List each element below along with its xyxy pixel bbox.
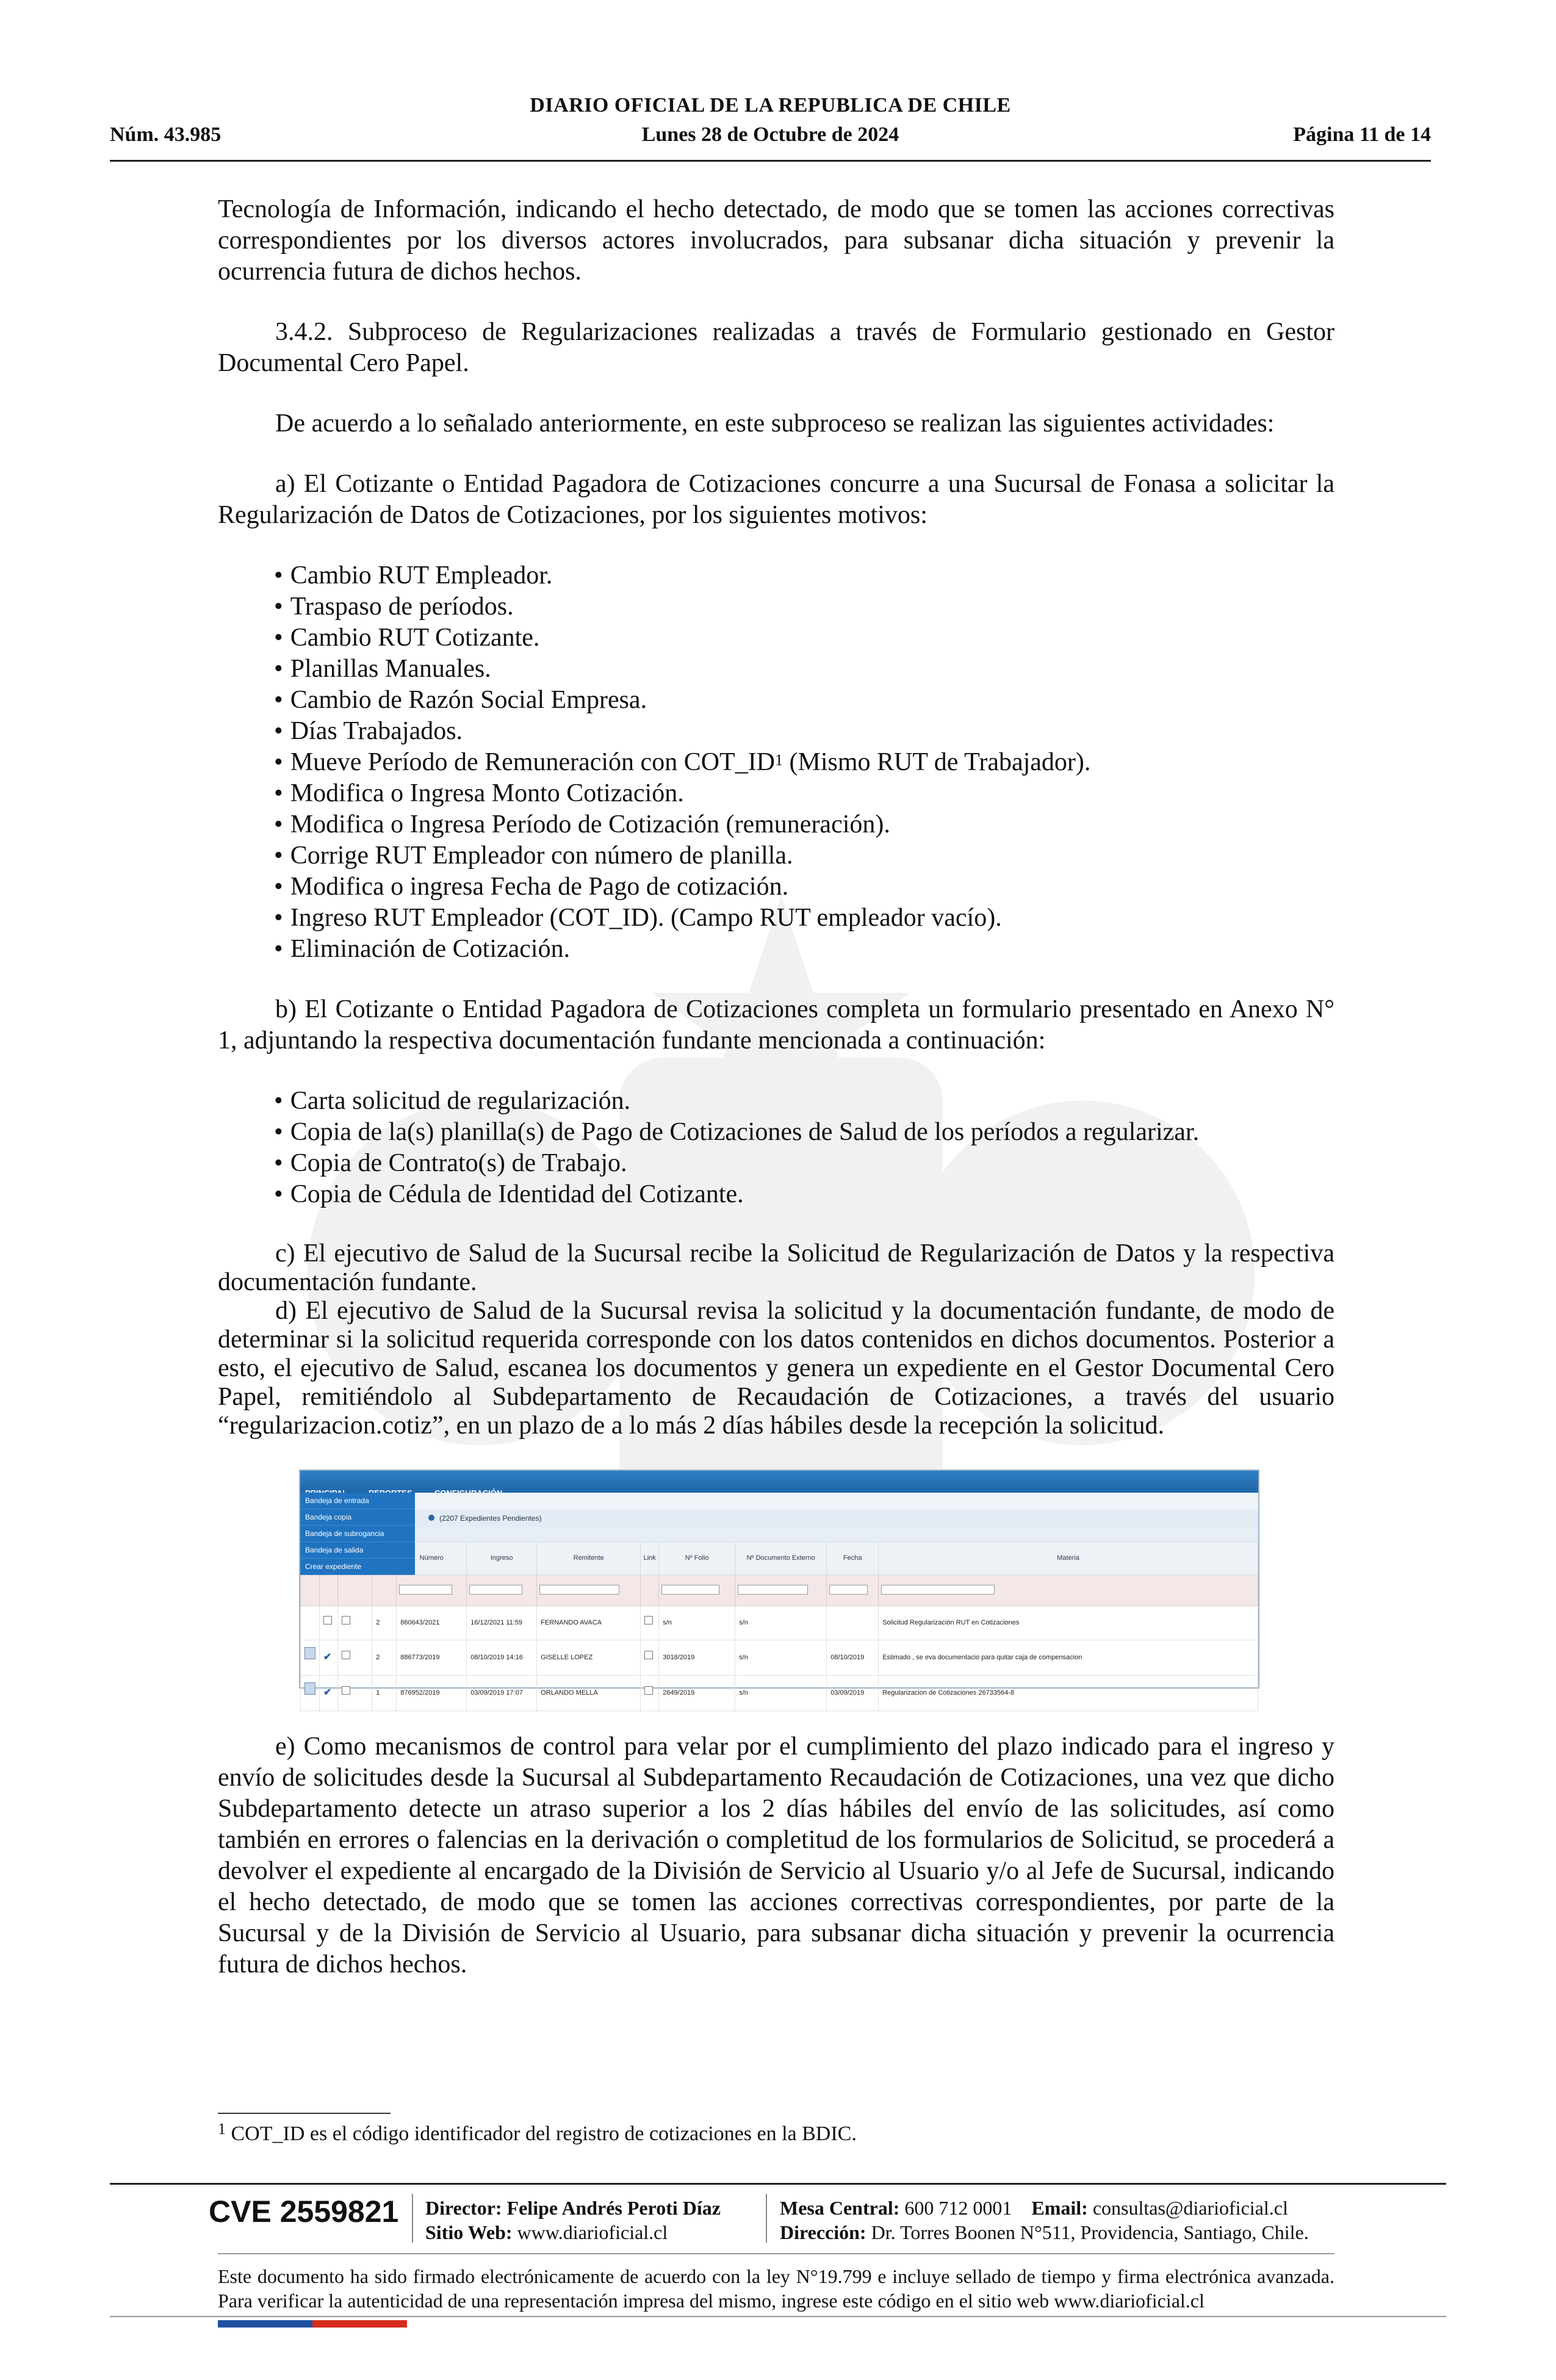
filter-input[interactable] xyxy=(539,1585,619,1595)
pending-count: (2207 Expedientes Pendientes) xyxy=(439,1514,542,1523)
page-header xyxy=(110,94,1431,162)
link-checkbox[interactable] xyxy=(644,1686,653,1695)
page-number: Página 11 de 14 xyxy=(1293,123,1431,146)
address: Dr. Torres Boonen N°511, Providencia, Santiago, Chile. xyxy=(871,2221,1309,2243)
menu-bar xyxy=(300,1471,1258,1493)
table-row[interactable] xyxy=(301,1606,1258,1640)
footer-divider xyxy=(218,2253,1334,2254)
cell-materia: Estimado , se eva documentacio para quitar caja de compensacion xyxy=(879,1640,1258,1676)
list-item-text: Mueve Período de Remuneración con COT_ID xyxy=(290,748,776,776)
cell-documento-externo: s/n xyxy=(735,1606,827,1640)
cell-fecha: 08/10/2019 xyxy=(827,1640,879,1676)
cell-folio: 2649/2019 xyxy=(659,1676,735,1711)
cell-materia: Solicitud Regularización RUT en Cotizaciones xyxy=(879,1606,1258,1640)
footnote-mark: 1 xyxy=(218,2120,226,2138)
group-header xyxy=(415,1527,1258,1542)
list-item: • Carta solicitud de regularización. xyxy=(274,1086,1334,1117)
director-label: Director: xyxy=(425,2197,502,2219)
list-item: • Copia de la(s) planilla(s) de Pago de Cotizaciones de Salud de los períodos a regularizar. xyxy=(274,1117,1334,1148)
list-item-text: (Mismo RUT de Trabajador). xyxy=(783,748,1091,776)
footer-director-block xyxy=(425,2196,721,2245)
cell-fecha xyxy=(827,1606,879,1640)
issue-number: Núm. 43.985 xyxy=(110,123,222,146)
documentos-list xyxy=(218,1086,1334,1210)
phone-number: 600 712 0001 xyxy=(904,2197,1012,2219)
column-header: Link xyxy=(641,1542,659,1575)
cell-ingreso: 08/10/2019 14:16 xyxy=(467,1640,537,1676)
status-dot-icon xyxy=(428,1515,434,1521)
table-row[interactable] xyxy=(301,1676,1258,1711)
filter-input[interactable] xyxy=(661,1585,719,1595)
cell-fecha: 03/09/2019 xyxy=(827,1676,879,1711)
paragraph-b: b) El Cotizante o Entidad Pagadora de Cotizaciones completa un formulario presentado en Anexo N° 1, adjuntando la respectiva documentación fundante mencionada a continuación: xyxy=(218,995,1334,1055)
checkmark-icon: ✔ xyxy=(323,1687,332,1698)
column-header: Nº Documento Externo xyxy=(735,1542,827,1575)
website-link[interactable]: www.diarioficial.cl xyxy=(517,2221,668,2243)
filter-input[interactable] xyxy=(829,1585,868,1595)
list-item: • Modifica o Ingresa Período de Cotización (remuneración). xyxy=(274,809,1334,840)
despachar-checkbox[interactable] xyxy=(342,1686,350,1695)
footer-separator xyxy=(766,2194,767,2243)
filter-input[interactable] xyxy=(881,1585,995,1595)
paragraph-c: c) El ejecutivo de Salud de la Sucursal recibe la Solicitud de Regularización de Datos y la respectiva documentación fundante. xyxy=(218,1239,1334,1296)
cell-documento-externo: s/n xyxy=(735,1676,827,1711)
filter-input[interactable] xyxy=(738,1585,808,1595)
row-checkbox[interactable] xyxy=(323,1616,332,1625)
cell-ingreso: 16/12/2021 11:59 xyxy=(467,1606,537,1640)
list-item: • Cambio RUT Empleador. xyxy=(274,560,1334,591)
paragraph-d: d) El ejecutivo de Salud de la Sucursal revisa la solicitud y la documentación fundante, de modo de determinar si la solicitud requerida corresponde con los datos contenidos en dichos documentos. Posterior a esto, el ejecutivo de Salud, escanea los documentos y genera un expediente en el Gestor Documental Cero Papel, remitiéndolo al Subdepartamento de Recaudación de Cotizaciones, a través del usuario “regularizacion.cotiz”, en un plazo de a lo más 2 días hábiles desde la recepción la solicitud. xyxy=(218,1297,1334,1440)
phone-label: Mesa Central: xyxy=(780,2197,900,2219)
footnote-divider xyxy=(218,2113,391,2114)
column-header: Fecha xyxy=(827,1542,879,1575)
column-header: Número xyxy=(397,1542,467,1575)
document-icon[interactable] xyxy=(304,1647,315,1659)
despachar-checkbox[interactable] xyxy=(342,1616,350,1625)
body-text xyxy=(218,194,1334,1980)
list-item: • Traspaso de períodos. xyxy=(274,591,1334,622)
cell-numero: 886773/2019 xyxy=(397,1640,467,1676)
cell-version: 1 xyxy=(372,1676,397,1711)
column-header: Remitente xyxy=(537,1542,641,1575)
cell-folio: 3018/2019 xyxy=(659,1640,735,1676)
list-item: • Corrige RUT Empleador con número de planilla. xyxy=(274,840,1334,871)
paragraph-continuation: Tecnología de Información, indicando el hecho detectado, de modo que se tomen las acciones correctivas correspondientes por los diversos actores involucrados, para subsanar dicha situación y prevenir la ocurrencia futura de dichos hechos. xyxy=(218,195,1334,286)
footer-contact-block xyxy=(780,2196,1309,2245)
section-heading-3-4-2: 3.4.2. Subproceso de Regularizaciones realizadas a través de Formulario gestionado en Gestor Documental Cero Papel. xyxy=(218,318,1334,377)
list-item: • Modifica o ingresa Fecha de Pago de cotización. xyxy=(274,871,1334,903)
table-row[interactable] xyxy=(301,1640,1258,1676)
flag-red-bar xyxy=(312,2320,407,2328)
column-header: Materia xyxy=(879,1542,1258,1575)
list-item: • Cambio RUT Cotizante. xyxy=(274,622,1334,654)
list-item: • Copia de Cédula de Identidad del Cotizante. xyxy=(274,1179,1334,1210)
menu-item-bandeja-copia[interactable]: Bandeja copia xyxy=(300,1509,415,1526)
despachar-checkbox[interactable] xyxy=(342,1651,350,1659)
expedientes-table xyxy=(300,1542,1258,1711)
footer-divider xyxy=(110,2316,1446,2317)
column-header: Ingreso xyxy=(467,1542,537,1575)
gestor-documental-screenshot xyxy=(299,1469,1259,1698)
link-checkbox[interactable] xyxy=(644,1651,653,1659)
legal-notice: Este documento ha sido firmado electrónicamente de acuerdo con la ley N°19.799 e incluye sellado de tiempo y firma electrónica avanzada. Para verificar la autenticidad de una representación impresa del mismo, ingrese este código en el sitio web www.diarioficial.cl xyxy=(218,2265,1334,2312)
paragraph-e: e) Como mecanismos de control para velar por el cumplimiento del plazo indicado para el ingreso y envío de solicitudes desde la Sucursal al Subdepartamento Recaudación de Cotizaciones, una vez que dicho Subdepartamento detecte un atraso superior a los 2 días hábiles del envío de las solicitudes, así como también en errores o falencias en la derivación o completitud de los formularios de Solicitud, se procederá a devolver el expediente al encargado de la División de Servicio al Usuario y/o al Jefe de Sucursal, indicando el hecho detectado, de modo que se tomen las acciones correctivas correspondientes, por parte de la Sucursal y de la División de Servicio al Usuario, para subsanar dicha situación y prevenir la ocurrencia futura de dichos hechos. xyxy=(218,1733,1334,1978)
document-icon[interactable] xyxy=(304,1682,315,1695)
cell-numero: 876952/2019 xyxy=(397,1676,467,1711)
cell-remitente: FERNANDO AVACA xyxy=(537,1606,641,1640)
toolbar-row xyxy=(415,1493,1258,1510)
cell-remitente: ORLANDO MELLA xyxy=(537,1676,641,1711)
column-header: Nº Folio xyxy=(659,1542,735,1575)
flag-stripe xyxy=(218,2320,407,2328)
issue-date: Lunes 28 de Octubre de 2024 xyxy=(641,123,899,146)
menu-item-bandeja-subrogancia[interactable]: Bandeja de subrogancia xyxy=(300,1526,415,1542)
footnote-text: COT_ID es el código identificador del registro de cotizaciones en la BDIC. xyxy=(226,2122,857,2145)
cell-documento-externo: s/n xyxy=(735,1640,827,1676)
cell-version: 2 xyxy=(372,1640,397,1676)
footer-separator xyxy=(412,2194,413,2243)
website-label: Sitio Web: xyxy=(425,2221,513,2243)
filter-input[interactable] xyxy=(399,1585,452,1595)
cve-code: CVE 2559821 xyxy=(209,2194,399,2229)
list-item: • Ingreso RUT Empleador (COT_ID). (Campo RUT empleador vacío). xyxy=(274,903,1334,934)
menu-item-crear-expediente[interactable]: Crear expediente xyxy=(300,1559,415,1575)
cell-ingreso: 03/09/2019 17:07 xyxy=(467,1676,537,1711)
footnote-reference[interactable]: 1 xyxy=(775,751,783,769)
email-label: Email: xyxy=(1031,2197,1088,2219)
paragraph-intro: De acuerdo a lo señalado anteriormente, en este subproceso se realizan las siguientes actividades: xyxy=(275,409,1275,438)
gazette-title: DIARIO OFICIAL DE LA REPUBLICA DE CHILE xyxy=(530,94,1011,117)
cell-materia: Regularizacion de Cotizaciones 26733564-8 xyxy=(879,1676,1258,1711)
paragraph-a: a) El Cotizante o Entidad Pagadora de Cotizaciones concurre a una Sucursal de Fonasa a solicitar la Regularización de Datos de Cotizaciones, por los siguientes motivos: xyxy=(218,470,1334,529)
director-name: Felipe Andrés Peroti Díaz xyxy=(506,2197,721,2219)
list-item: • Copia de Contrato(s) de Trabajo. xyxy=(274,1148,1334,1179)
cell-folio: s/n xyxy=(659,1606,735,1640)
menu-item-bandeja-salida[interactable]: Bandeja de salida xyxy=(300,1542,415,1559)
link-checkbox[interactable] xyxy=(644,1616,653,1625)
cell-numero: 860643/2021 xyxy=(397,1606,467,1640)
cell-version: 2 xyxy=(372,1606,397,1640)
pending-count-bar xyxy=(415,1510,1258,1527)
list-item: • Eliminación de Cotización. xyxy=(274,934,1334,965)
flag-blue-bar xyxy=(218,2320,312,2328)
filter-row xyxy=(301,1575,1258,1606)
motivos-list xyxy=(218,560,1334,965)
email-link[interactable]: consultas@diarioficial.cl xyxy=(1092,2197,1288,2219)
list-item: • Días Trabajados. xyxy=(274,716,1334,747)
list-item: • Planillas Manuales. xyxy=(274,654,1334,685)
principal-dropdown xyxy=(300,1493,415,1574)
footer-divider xyxy=(110,2183,1446,2185)
filter-input[interactable] xyxy=(469,1585,522,1595)
footnote xyxy=(218,2122,857,2146)
list-item-mueve xyxy=(274,747,1334,778)
cell-remitente: GISELLE LOPEZ xyxy=(537,1640,641,1676)
menu-item-bandeja-entrada[interactable]: Bandeja de entrada xyxy=(300,1493,415,1509)
list-item: • Modifica o Ingresa Monto Cotización. xyxy=(274,778,1334,809)
checkmark-icon: ✔ xyxy=(323,1652,332,1662)
list-item: • Cambio de Razón Social Empresa. xyxy=(274,685,1334,716)
address-label: Dirección: xyxy=(780,2221,866,2243)
